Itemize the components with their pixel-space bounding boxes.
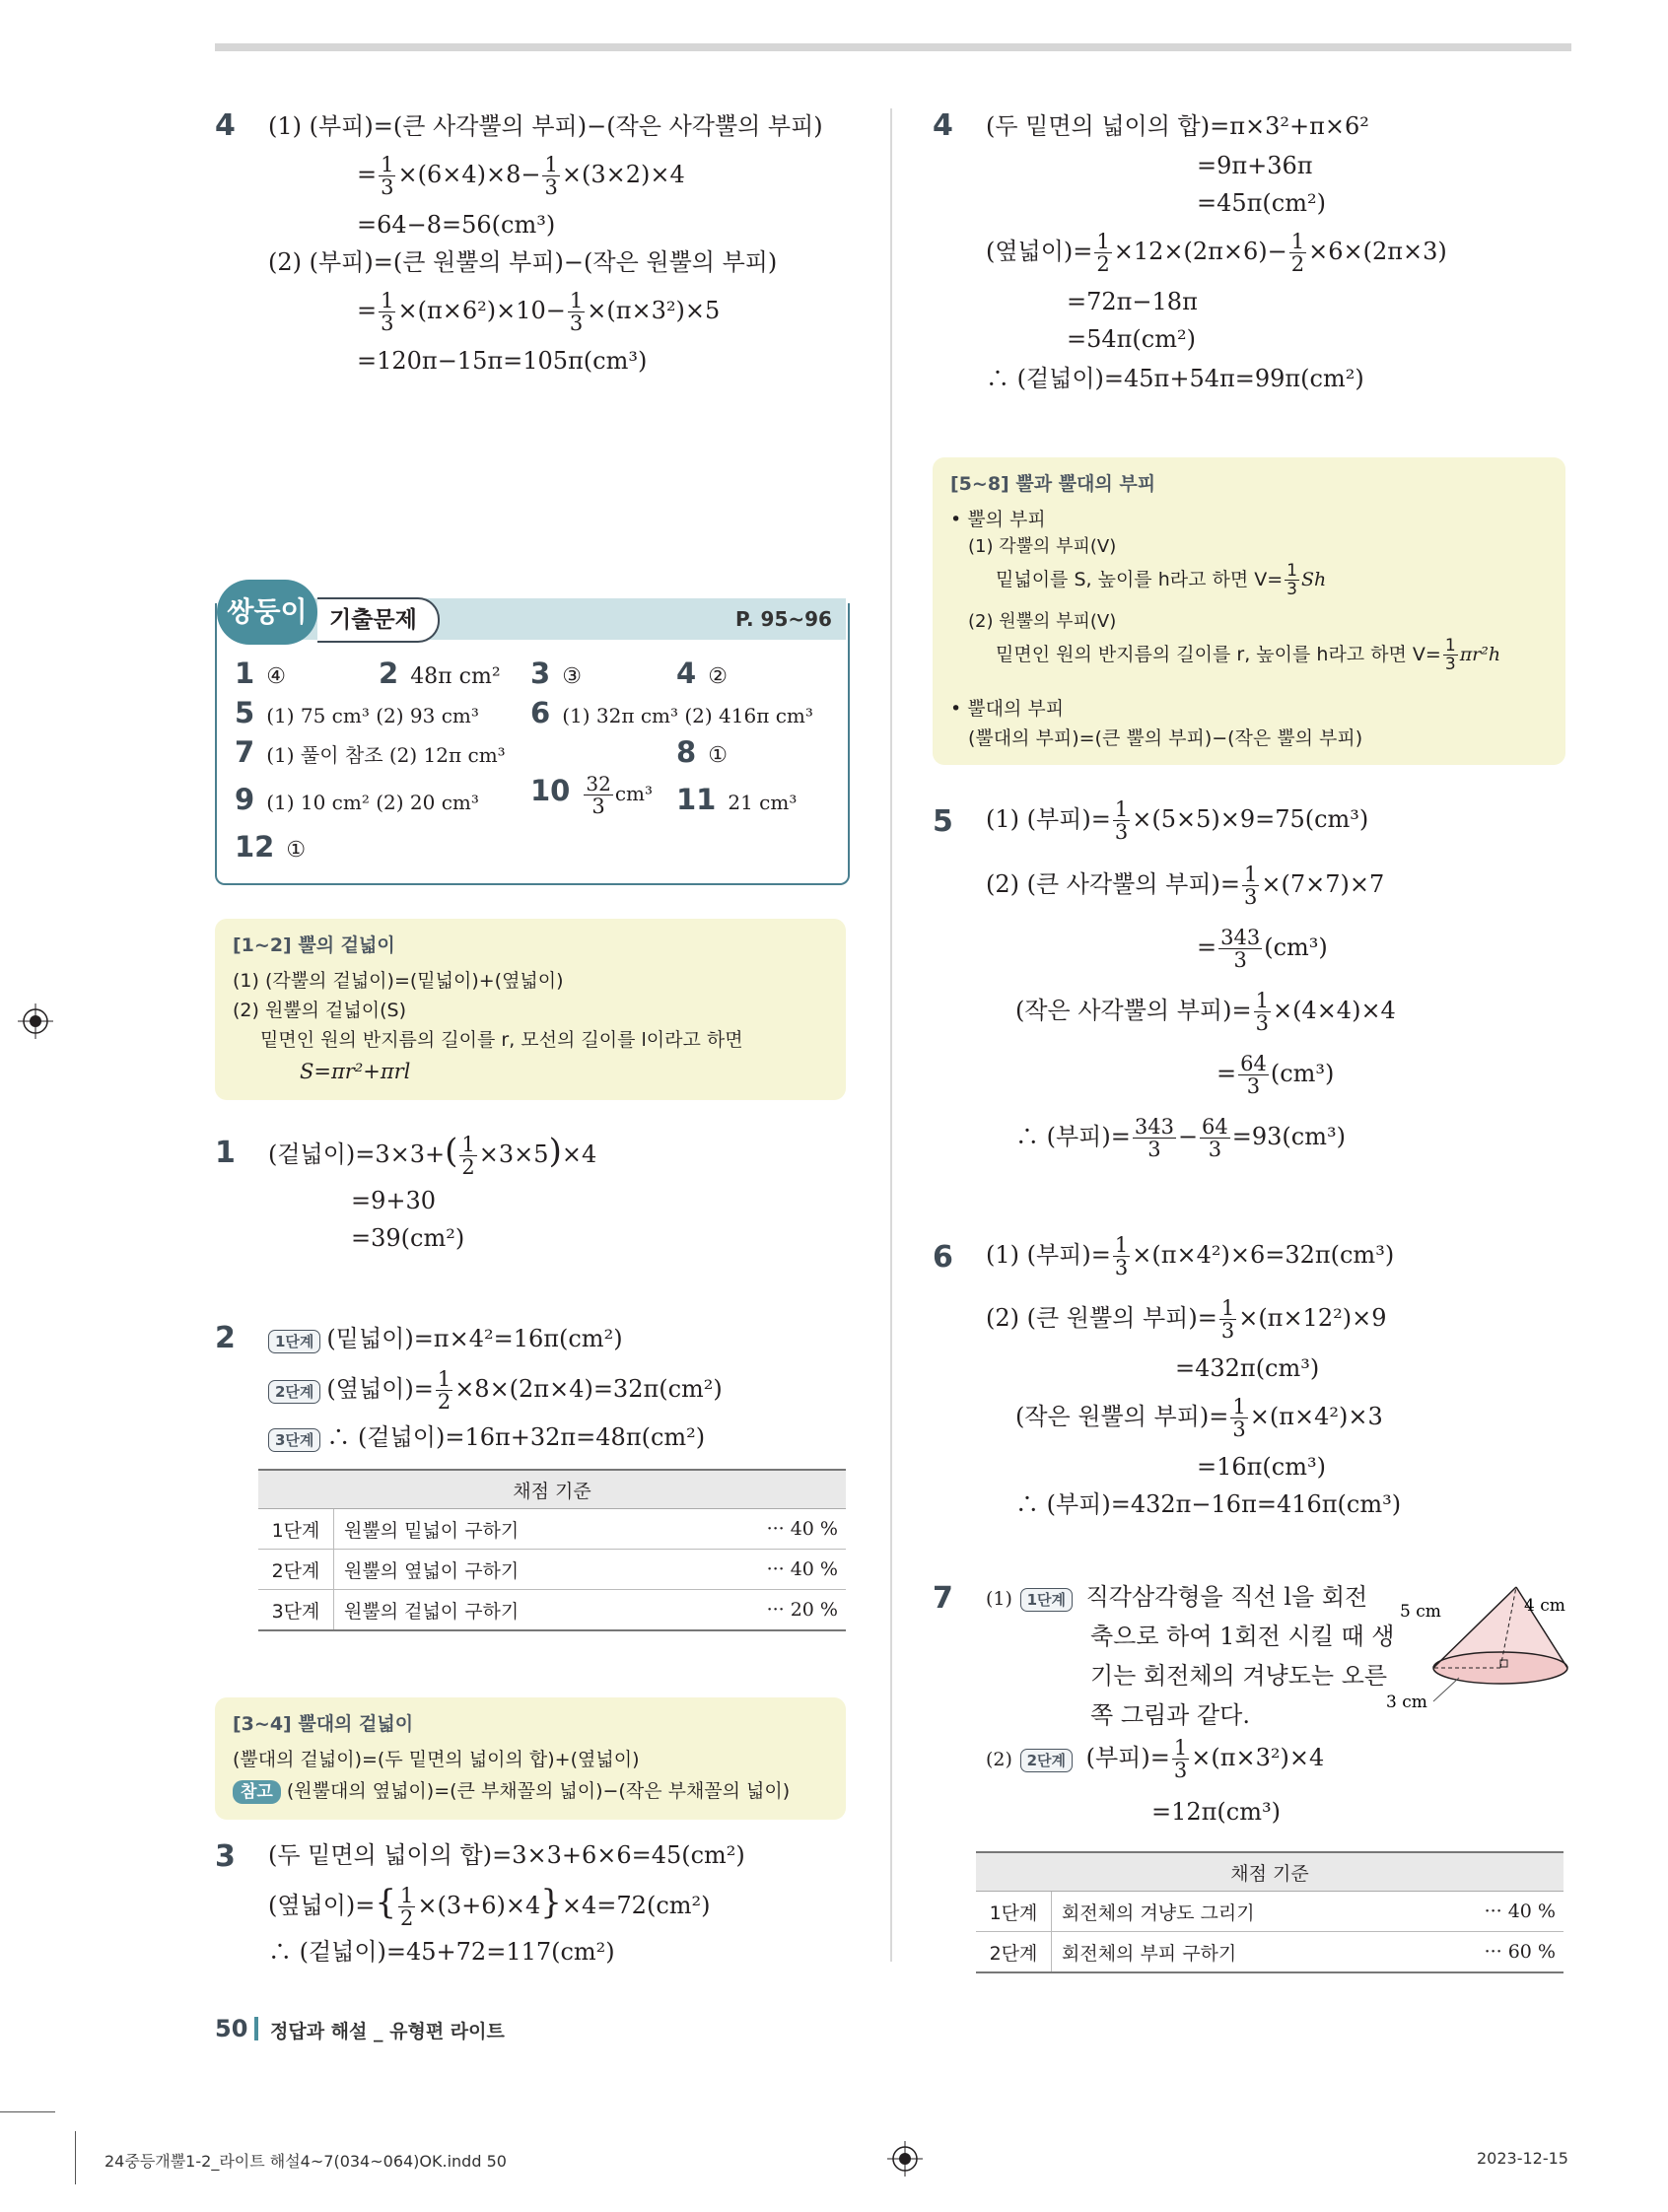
- page-number: 50: [215, 2015, 248, 2042]
- answer-item: 7 (1) 풀이 참조 (2) 12π cm³: [235, 735, 506, 769]
- cone-figure: [1386, 1577, 1577, 1725]
- note-line: (뿔대의 겉넓이)=(두 밑면의 넓이의 합)+(옆넓이): [233, 1749, 640, 1770]
- solution-line: (작은 원뿔의 부피)= $\frac{1}{3}$ ×(π×4²)×3: [1015, 1395, 1383, 1441]
- solution-line: =39(cm²): [351, 1224, 465, 1252]
- answer-item: 9 (1) 10 cm² (2) 20 cm³: [235, 783, 479, 816]
- note-line: (1) 각뿔의 부피(V): [968, 536, 1117, 557]
- solution-line: =9π+36π: [1197, 152, 1313, 179]
- solution-line: (1) (부피)=(큰 사각뿔의 부피)−(작은 사각뿔의 부피): [268, 112, 823, 140]
- solution-line: (두 밑면의 넓이의 합)=3×3+6×6=45(cm²): [268, 1841, 745, 1869]
- note-box: [933, 457, 1565, 765]
- solution-line: ∴ (겉넓이)=45π+54π=99π(cm²): [986, 365, 1364, 392]
- twin-logo: 쌍둥이: [217, 580, 317, 645]
- solution-line: 축으로 하여 1회전 시킬 때 생: [1090, 1623, 1395, 1650]
- section-title: 정답과 해설 _ 유형편 라이트: [270, 2021, 505, 2042]
- note-title: [1~2] 뿔의 겉넓이: [233, 934, 395, 956]
- note-box: [215, 1697, 846, 1820]
- slug-filename: 24중등개뿔1-2_라이트 해설4~7(034~064)OK.indd 50: [104, 2152, 507, 2171]
- note-line: (뿔대의 부피)=(큰 뿔의 부피)−(작은 뿔의 부피): [968, 727, 1363, 749]
- note-formula: S=πr²+πrl: [300, 1060, 411, 1083]
- scoring-table-header: 채점 기준: [976, 1852, 1564, 1892]
- registration-mark-icon: [18, 1003, 53, 1039]
- table-row: 1단계 회전체의 겨냥도 그리기 ··· 40 %: [976, 1892, 1564, 1932]
- solution-line: =432π(cm³): [1175, 1354, 1320, 1382]
- solution-line: =9+30: [351, 1187, 437, 1214]
- solution-line: = $\frac{343}{3}$ (cm³): [1197, 926, 1328, 972]
- answer-item: 10 $\frac{32}{3}$ cm³: [530, 772, 653, 818]
- solution-line: 1단계 (밑넓이)=π×4²=16π(cm²): [268, 1319, 623, 1358]
- answer-item: 6 (1) 32π cm³ (2) 416π cm³: [530, 696, 813, 729]
- problem-number: 6: [933, 1240, 953, 1275]
- problem-number: 7: [933, 1581, 953, 1616]
- answer-item: 8 ①: [676, 735, 728, 769]
- solution-line: =72π−18π: [1067, 288, 1198, 315]
- solution-line: 쪽 그림과 같다.: [1090, 1701, 1250, 1729]
- solution-line: ∴ (부피)= $\frac{343}{3}$ − $\frac{64}{3}$ =93(cm³): [1015, 1115, 1346, 1161]
- column-divider: [890, 108, 892, 1962]
- grid-title: 기출문제: [317, 597, 440, 643]
- scoring-table-header: 채점 기준: [258, 1470, 846, 1509]
- radius-label: 3 cm: [1386, 1693, 1427, 1712]
- solution-line: =54π(cm²): [1067, 325, 1196, 353]
- solution-line: (2) (부피)=(큰 원뿔의 부피)−(작은 원뿔의 부피): [268, 248, 778, 276]
- table-row: 2단계 원뿔의 옆넓이 구하기 ··· 40 %: [258, 1550, 846, 1590]
- solution-line: (겉넓이)=3×3+( $\frac{1}{2}$ ×3×5)×4: [268, 1132, 597, 1179]
- problem-number: 3: [215, 1839, 236, 1874]
- problem-number: 4: [933, 108, 953, 143]
- reference-badge: 참고: [233, 1780, 281, 1804]
- top-rule: [215, 43, 1571, 51]
- solution-line: =16π(cm³): [1197, 1453, 1326, 1481]
- solution-line: 3단계 ∴ (겉넓이)=16π+32π=48π(cm²): [268, 1417, 705, 1457]
- solution-line: =45π(cm²): [1197, 189, 1326, 217]
- solution-line: = $\frac{1}{3}$ ×(6×4)×8− $\frac{1}{3}$ ×(3×2)×4: [357, 153, 685, 199]
- table-row: 2단계 회전체의 부피 구하기 ··· 60 %: [976, 1932, 1564, 1973]
- crop-mark: [0, 2111, 55, 2112]
- note-line: (1) (각뿔의 겉넓이)=(밑넓이)+(옆넓이): [233, 970, 564, 992]
- note-line: 밑면인 원의 반지름의 길이를 r, 모선의 길이를 l이라고 하면: [260, 1029, 743, 1051]
- grid-pages: P. 95~96: [735, 607, 832, 631]
- solution-line: (옆넓이)= $\frac{1}{2}$ ×12×(2π×6)− $\frac{1}{2}$ ×6×(2π×3): [986, 230, 1447, 276]
- solution-line: (2) 2단계 (부피)= $\frac{1}{3}$ ×(π×3²)×4: [986, 1736, 1325, 1782]
- answer-item: 1 ④: [235, 657, 286, 690]
- scoring-table: [258, 1469, 846, 1631]
- scoring-table: [976, 1851, 1564, 1973]
- note-title: [5~8] 뿔과 뿔대의 부피: [950, 473, 1156, 495]
- note-line: (2) 원뿔의 겉넓이(S): [233, 1000, 407, 1021]
- problem-number: 1: [215, 1136, 236, 1170]
- solution-line: (작은 사각뿔의 부피)= $\frac{1}{3}$ ×(4×4)×4: [1015, 989, 1396, 1035]
- solution-line: = $\frac{64}{3}$ (cm³): [1216, 1052, 1335, 1098]
- note-box: [215, 919, 846, 1100]
- solution-line: =120π−15π=105π(cm³): [357, 347, 648, 375]
- table-row: 1단계 원뿔의 밑넓이 구하기 ··· 40 %: [258, 1509, 846, 1550]
- solution-line: (2) (큰 사각뿔의 부피)= $\frac{1}{3}$ ×(7×7)×7: [986, 863, 1385, 909]
- height-label: 4 cm: [1524, 1596, 1565, 1616]
- table-row: 3단계 원뿔의 겉넓이 구하기 ··· 20 %: [258, 1590, 846, 1631]
- answer-item: 4 ②: [676, 657, 728, 690]
- footer-divider: [254, 2017, 258, 2040]
- solution-line: (두 밑면의 넓이의 합)=π×3²+π×6²: [986, 112, 1369, 140]
- note-line: • 뿔의 부피: [950, 509, 1046, 530]
- note-line: • 뿔대의 부피: [950, 698, 1065, 720]
- answer-item: 12 ①: [235, 830, 307, 864]
- slant-label: 5 cm: [1400, 1602, 1441, 1622]
- solution-line: = $\frac{1}{3}$ ×(π×6²)×10− $\frac{1}{3}$ ×(π×3²)×5: [357, 289, 721, 335]
- solution-line: (2) (큰 원뿔의 부피)= $\frac{1}{3}$ ×(π×12²)×9: [986, 1296, 1387, 1343]
- solution-line: (1) (부피)= $\frac{1}{3}$ ×(π×4²)×6=32π(cm³): [986, 1233, 1395, 1279]
- solution-line: =64−8=56(cm³): [357, 211, 556, 239]
- problem-number: 5: [933, 804, 953, 839]
- note-line: 참고 (원뿔대의 옆넓이)=(큰 부채꼴의 넓이)−(작은 부채꼴의 넓이): [233, 1776, 790, 1806]
- note-line: (2) 원뿔의 부피(V): [968, 611, 1117, 632]
- solution-line: 기는 회전체의 겨냥도는 오른: [1090, 1662, 1388, 1690]
- problem-number: 4: [215, 108, 236, 143]
- solution-line: =12π(cm³): [1151, 1798, 1281, 1826]
- solution-line: 2단계 (옆넓이)= $\frac{1}{2}$ ×8×(2π×4)=32π(cm²): [268, 1368, 723, 1413]
- note-title: [3~4] 뿔대의 겉넓이: [233, 1713, 414, 1735]
- answer-item: 11 21 cm³: [676, 783, 798, 816]
- solution-line: (1) (부피)= $\frac{1}{3}$ ×(5×5)×9=75(cm³): [986, 797, 1369, 844]
- note-line: 밑면인 원의 반지름의 길이를 r, 높이를 h라고 하면 V= $\frac{1}{3}$ πr²h: [996, 636, 1501, 674]
- answer-item: 2 48π cm²: [379, 657, 501, 690]
- crop-mark: [75, 2131, 76, 2184]
- slug-date: 2023-12-15: [1477, 2149, 1568, 2168]
- registration-mark-icon: [887, 2141, 923, 2177]
- note-line: 밑넓이를 S, 높이를 h라고 하면 V= $\frac{1}{3}$ Sh: [996, 561, 1327, 599]
- solution-line: ∴ (겉넓이)=45+72=117(cm²): [268, 1938, 615, 1966]
- solution-line: (1) 1단계 직각삼각형을 직선 l을 회전: [986, 1583, 1368, 1611]
- answer-item: 5 (1) 75 cm³ (2) 93 cm³: [235, 696, 479, 729]
- solution-line: ∴ (부피)=432π−16π=416π(cm³): [1015, 1490, 1402, 1518]
- solution-line: (옆넓이)={ $\frac{1}{2}$ ×(3+6)×4}×4=72(cm²): [268, 1883, 711, 1930]
- answer-item: 3 ③: [530, 657, 582, 690]
- problem-number: 2: [215, 1321, 236, 1355]
